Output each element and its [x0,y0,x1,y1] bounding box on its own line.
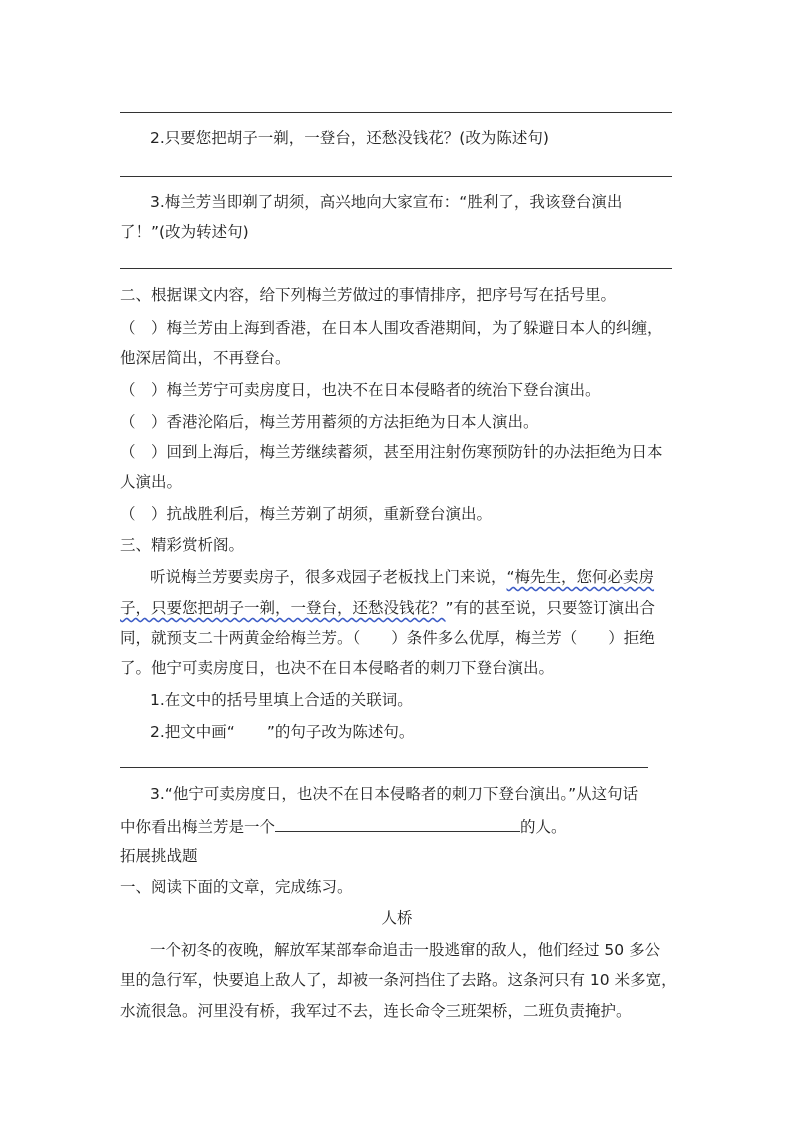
article-line-3: 水流很急。河里没有桥，我军过不去，连长命令三班架桥，二班负责掩护。 [120,1002,632,1020]
passage-text: 听说梅兰芳要卖房子，很多戏园子老板找上门来说， [150,568,507,586]
part3-question-1: 1.在文中的括号里填上合适的关联词。 [150,691,413,709]
part2-heading: 二、根据课文内容，给下列梅兰芳做过的事情排序，把序号写在括号里。 [120,286,617,304]
question-text: 2.把文中画“ [150,723,235,741]
article-title: 人桥 [381,909,413,927]
order-item-5 [120,504,492,524]
wavy-underlined-sentence: “梅先生，您何必卖房 [506,568,655,586]
article-line-1: 一个初冬的夜晚，解放军某部奉命追击一股逃窜的敌人，他们经过 50 多公 [150,941,661,959]
order-item-4-cont: 人演出。 [120,473,183,491]
order-bracket[interactable]: （ ） [120,319,167,337]
extension-subheading: 一、阅读下面的文章，完成练习。 [120,878,353,896]
part3-heading: 三、精彩赏析阁。 [120,536,245,554]
part3-question-2 [150,722,414,742]
part1-question-3-line1: 3.梅兰芳当即剃了胡须，高兴地向大家宣布：“胜利了，我该登台演出 [150,193,623,211]
order-bracket[interactable]: （ ） [120,413,167,431]
answer-line [120,112,672,113]
order-item-text: 梅兰芳宁可卖房度日，也决不在日本侵略者的统治下登台演出。 [166,381,601,399]
order-item-text: 梅兰芳由上海到香港，在日本人围攻香港期间，为了躲避日本人的纠缠， [166,319,663,337]
passage-line-3: 同，就预支二十两黄金给梅兰芳。（ ）条件多么优厚，梅兰芳（ ）拒绝 [120,629,655,647]
passage-line-4: 了。他宁可卖房度日，也决不在日本侵略者的刺刀下登台演出。 [120,659,555,677]
order-bracket[interactable]: （ ） [120,443,167,461]
wavy-underlined-sentence: 子，只要您把胡子一剃，一登台，还愁没钱花？ [120,599,446,617]
part3-question-3-line1: 3.“他宁可卖房度日，也决不在日本侵略者的刺刀下登台演出。”从这句话 [150,785,639,803]
order-item-3 [120,412,539,432]
answer-line [120,268,672,269]
wavy-line-sample-icon [235,722,267,732]
answer-line [120,767,648,768]
question-text: ”的句子改为陈述句。 [266,723,415,741]
part1-question-2: 2.只要您把胡子一剃，一登台，还愁没钱花？(改为陈述句) [150,129,549,147]
article-line-2: 里的急行军，快要追上敌人了，却被一条河挡住了去路。这条河只有 10 米多宽， [120,971,677,989]
order-item-text: 抗战胜利后，梅兰芳剃了胡须，重新登台演出。 [166,505,493,523]
passage-text: ”有的甚至说，只要签订演出合 [445,599,656,617]
fill-blank[interactable] [275,815,520,832]
order-bracket[interactable]: （ ） [120,505,167,523]
extension-heading: 拓展挑战题 [120,847,198,865]
part1-question-3-line2: 了！”(改为转述句) [120,223,249,241]
passage-line-2 [120,598,655,618]
order-item-4 [120,442,663,462]
order-bracket[interactable]: （ ） [120,381,167,399]
answer-line [120,176,672,177]
order-item-text: 香港沦陷后，梅兰芳用蓄须的方法拒绝为日本人演出。 [166,413,539,431]
part3-question-3-line2 [120,815,567,837]
question-text: 的人。 [520,818,567,836]
passage-line-1 [150,567,654,587]
question-text: 中你看出梅兰芳是一个 [120,818,276,836]
order-item-1-cont: 他深居简出，不再登台。 [120,349,291,367]
order-item-1 [120,318,663,338]
order-item-text: 回到上海后，梅兰芳继续蓄须，甚至用注射伤寒预防针的办法拒绝为日本 [166,443,663,461]
order-item-2 [120,380,601,400]
